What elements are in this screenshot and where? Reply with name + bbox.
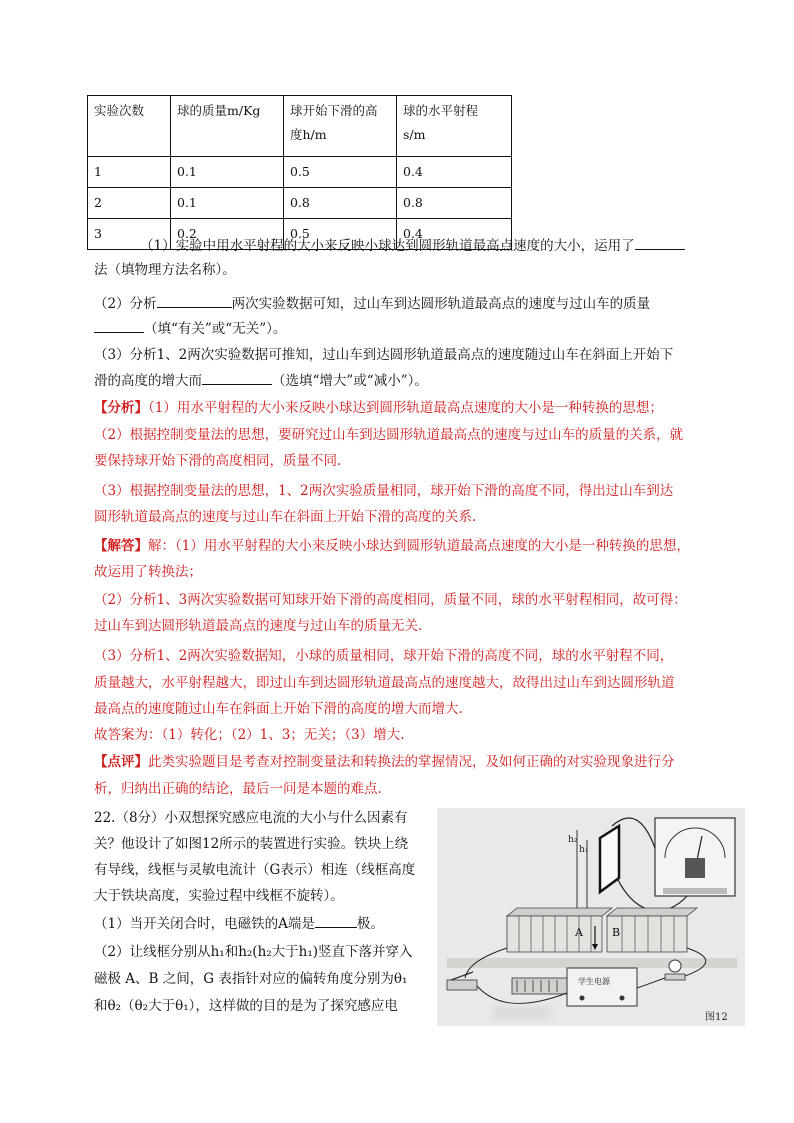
header-range: 球的水平射程 s/m: [397, 96, 512, 157]
table-cell: 0.5: [284, 157, 397, 188]
question-2-line-1: [94, 293, 706, 314]
comment-line-2: 析，归纳出正确的结论，最后一问是本题的难点.: [94, 781, 382, 797]
text: 两次实验数据可知，过山车到达圆形轨道最高点的速度与过山车的质量: [231, 296, 651, 312]
galvanometer: [655, 818, 735, 896]
text: （填“有关”或“无关”）。: [144, 321, 287, 337]
text: （1）实验中用水平射程的大小来反映小球达到圆形轨道最高点速度的大小，运用了: [140, 238, 635, 254]
experiment-figure: [437, 808, 745, 1026]
figure-caption: 图12: [705, 1012, 728, 1023]
table-cell: 0.4: [397, 157, 512, 188]
analysis-line-5: 圆形轨道最高点的速度与过山车在斜面上开始下滑的高度的关系.: [94, 509, 477, 525]
comment-tag: 【点评】: [94, 754, 148, 770]
answer-blank: [157, 293, 232, 308]
table-cell: 0.1: [171, 188, 284, 219]
question-22-line-5: [94, 913, 434, 934]
question-2-line-2: [94, 318, 706, 339]
table-cell: 0.8: [397, 188, 512, 219]
answer-line-1: [94, 536, 706, 556]
rheostat: [512, 978, 567, 994]
table-cell: 0.2: [171, 219, 284, 250]
electromagnet-b: [607, 908, 697, 952]
header-height: 球开始下滑的高 度h/m: [284, 96, 397, 157]
text: 此类实验题目是考查对控制变量法和转换法的掌握情况，及如何正确的对实验现象进行分: [148, 754, 675, 770]
text: 解：（1）用水平射程的大小来反映小球达到圆形轨道最高点速度的大小是一种转换的思想，: [148, 538, 690, 554]
label-h2: h₂: [568, 835, 578, 845]
answer-line-6: 质量越大，水平射程越大，即过山车到达圆形轨道最高点的速度越大，故得出过山车到达圆形轨道: [94, 675, 675, 691]
label-b: B: [612, 926, 621, 939]
analysis-line-3: 要保持球开始下滑的高度相同，质量不同.: [94, 453, 342, 469]
text: （1）当开关闭合时，电磁铁的A端是: [94, 916, 315, 932]
answer-blank: [202, 370, 272, 385]
table-row: [88, 157, 512, 188]
answer-blank: [94, 318, 144, 333]
question-22-line-2: 关？他设计了如图12所示的装置进行实验。铁块上绕: [94, 836, 409, 852]
question-22-line-8: 和θ₂（θ₂大于θ₁），这样做的目的是为了探究感应电: [94, 998, 398, 1014]
answer-tag: 【解答】: [94, 538, 148, 554]
header-trial: 实验次数: [88, 96, 171, 157]
table-cell: 0.8: [284, 188, 397, 219]
question-3-line-1: （3）分析1、2两次实验数据可推知，过山车到达圆形轨道最高点的速度随过山车在斜面上开始下: [94, 347, 674, 363]
answer-line-3: （2）分析1、3两次实验数据可知球开始下滑的高度相同，质量不同，球的水平射程相同，故可得：: [94, 592, 687, 608]
question-3-line-2: [94, 370, 706, 391]
question-1-line-1: [140, 235, 752, 256]
answer-line-4: 过山车到达圆形轨道最高点的速度与过山车的质量无关.: [94, 618, 423, 634]
text: 滑的高度的增大而: [94, 373, 202, 389]
text: （选填“增大”或“减小”）。: [272, 373, 428, 389]
table-cell: 0.4: [397, 219, 512, 250]
question-22-line-3: 有导线，线框与灵敏电流计（G表示）相连（线框高度: [94, 862, 416, 878]
table-cell: 0.5: [284, 219, 397, 250]
answer-line-7: 最高点的速度随过山车在斜面上开始下滑的高度的增大而增大.: [94, 701, 463, 717]
answer-blank: [315, 913, 357, 928]
table-cell: 2: [88, 188, 171, 219]
question-22-line-1: 22.（8分）小双想探究感应电流的大小与什么因素有: [94, 810, 408, 826]
question-22-line-7: 磁极 A、B 之间，G 表指针对应的偏转角度分别为θ₁: [94, 971, 408, 987]
analysis-line-1: [94, 398, 706, 418]
table-row: [88, 188, 512, 219]
power-supply: [567, 968, 637, 1006]
answer-line-8: 故答案为：（1）转化；（2）1、3；无关；（3）增大.: [94, 727, 405, 743]
label-h1: h₁: [579, 845, 589, 855]
table-header-row: [88, 96, 512, 157]
analysis-line-4: （3）根据控制变量法的思想，1、2两次实验质量相同，球开始下滑的高度不同，得出过山车到达: [94, 483, 674, 499]
question-22-line-4: 大于铁块高度，实验过程中线框不旋转）。: [94, 888, 344, 904]
power-label: 学生电源: [578, 977, 610, 986]
text: （1）用水平射程的大小来反映小球达到圆形轨道最高点速度的大小是一种转换的思想；: [148, 400, 663, 416]
table-cell: 0.1: [171, 157, 284, 188]
scan-smudge: [493, 1006, 551, 1020]
bench-edge: [447, 958, 737, 968]
apparatus-diagram: [437, 808, 745, 1026]
analysis-line-2: （2）根据控制变量法的思想，要研究过山车到达圆形轨道最高点的速度与过山车的质量的关系，就: [94, 427, 684, 443]
table-cell: 1: [88, 157, 171, 188]
experiment-table: [87, 95, 512, 250]
answer-line-2: 故运用了转换法；: [94, 564, 202, 580]
question-22-line-6: （2）让线框分别从h₁和h₂(h₂大于h₁)竖直下落并穿入: [94, 944, 413, 960]
table-cell: 3: [88, 219, 171, 250]
text: 极。: [356, 916, 384, 932]
text: （2）分析: [94, 296, 157, 312]
question-1-line-2: 法（填物理方法名称）。: [94, 262, 236, 278]
comment-line-1: [94, 752, 706, 772]
label-a: A: [575, 926, 583, 939]
answer-blank: [635, 235, 685, 250]
analysis-tag: 【分析】: [94, 400, 148, 416]
answer-line-5: （3）分析1、2两次实验数据知，小球的质量相同，球开始下滑的高度不同，球的水平射程不同，: [94, 648, 674, 664]
header-mass: 球的质量m/Kg: [171, 96, 284, 157]
